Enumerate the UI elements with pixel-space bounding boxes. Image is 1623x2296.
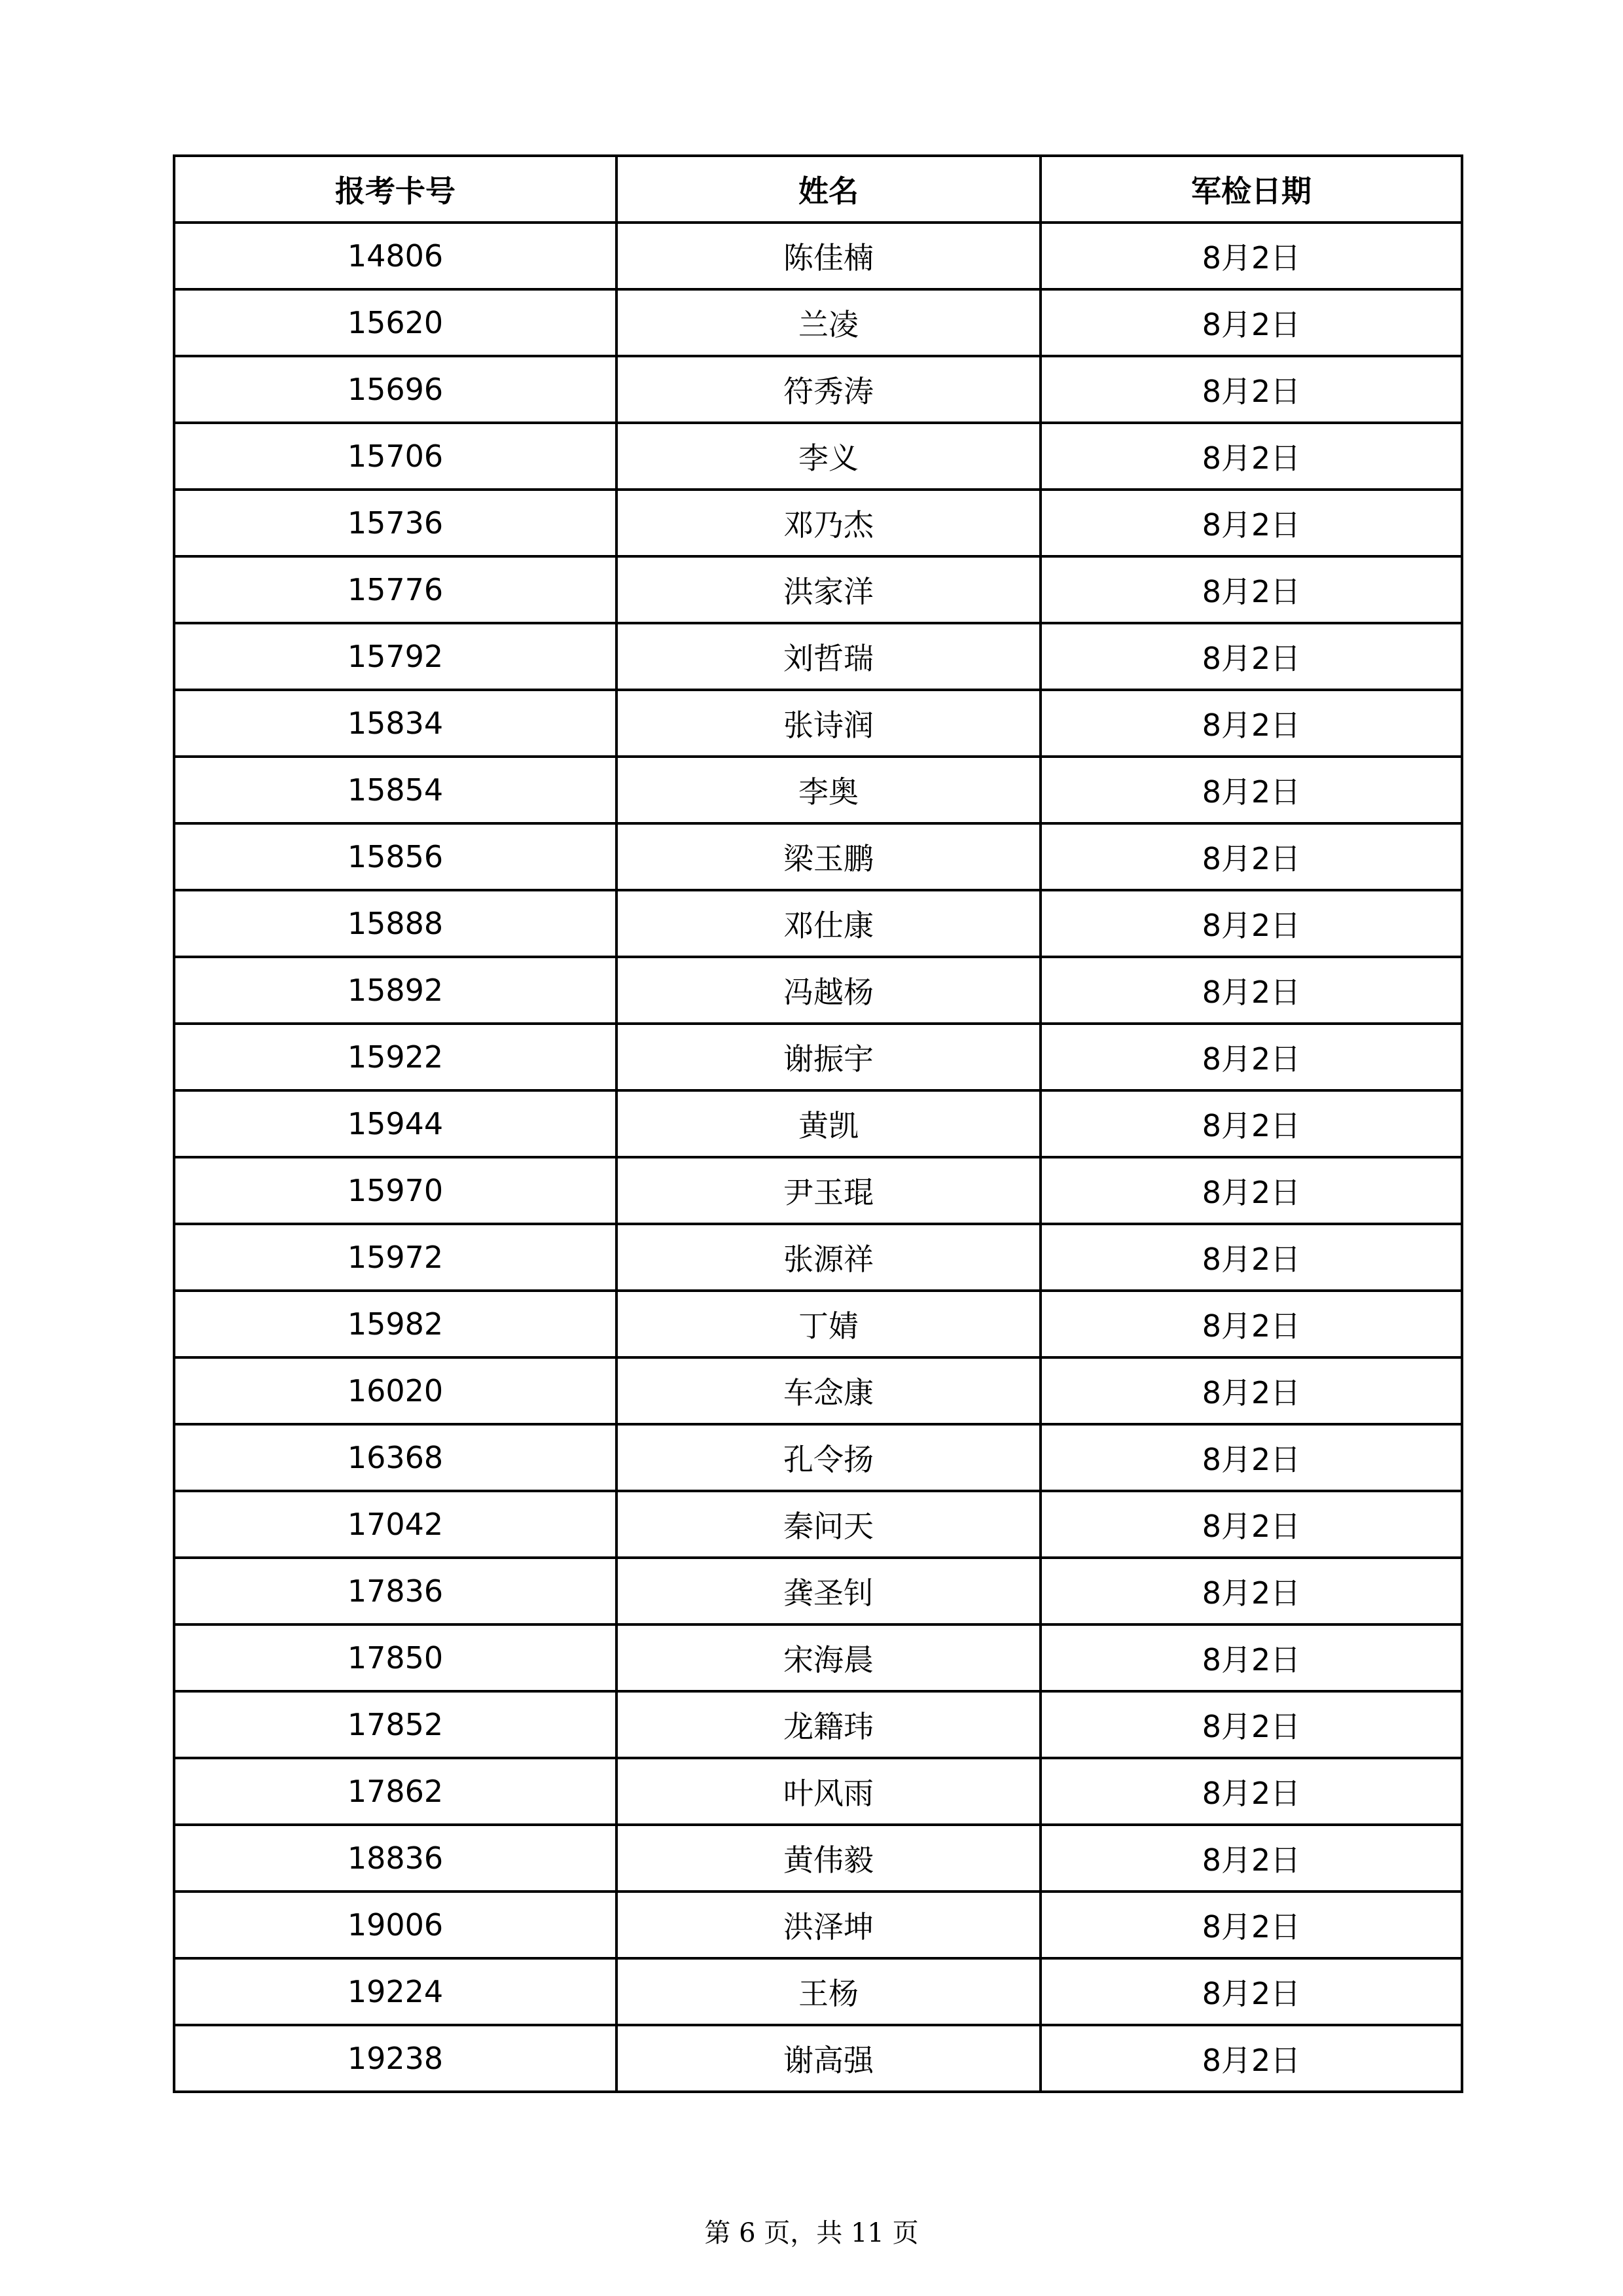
- cell-name: 刘哲瑞: [616, 623, 1041, 690]
- cell-card-number: 15620: [174, 289, 616, 356]
- table-row: [174, 490, 1462, 556]
- cell-name: 冯越杨: [616, 957, 1041, 1024]
- table-row: [174, 289, 1462, 356]
- table-row: [174, 1691, 1462, 1758]
- cell-name: 黄伟毅: [616, 1825, 1041, 1892]
- cell-exam-date: 8月2日: [1041, 957, 1462, 1024]
- cell-exam-date: 8月2日: [1041, 1892, 1462, 1958]
- table-row: [174, 1558, 1462, 1624]
- table-row: [174, 1157, 1462, 1224]
- cell-exam-date: 8月2日: [1041, 1825, 1462, 1892]
- table-row: [174, 1758, 1462, 1825]
- cell-name: 洪泽坤: [616, 1892, 1041, 1958]
- cell-name: 梁玉鹏: [616, 823, 1041, 890]
- cell-name: 张诗润: [616, 690, 1041, 757]
- cell-exam-date: 8月2日: [1041, 823, 1462, 890]
- cell-exam-date: 8月2日: [1041, 556, 1462, 623]
- military-exam-table: [173, 154, 1463, 2093]
- table-row: [174, 1224, 1462, 1291]
- cell-exam-date: 8月2日: [1041, 690, 1462, 757]
- cell-exam-date: 8月2日: [1041, 1558, 1462, 1624]
- cell-name: 龚圣钊: [616, 1558, 1041, 1624]
- cell-name: 兰凌: [616, 289, 1041, 356]
- cell-name: 龙籍玮: [616, 1691, 1041, 1758]
- cell-exam-date: 8月2日: [1041, 490, 1462, 556]
- cell-exam-date: 8月2日: [1041, 1624, 1462, 1691]
- cell-card-number: 19224: [174, 1958, 616, 2025]
- cell-name: 谢高强: [616, 2025, 1041, 2092]
- table-body: [174, 223, 1462, 2092]
- cell-exam-date: 8月2日: [1041, 1157, 1462, 1224]
- cell-exam-date: 8月2日: [1041, 1024, 1462, 1090]
- header-name: 姓名: [616, 156, 1041, 223]
- table-row: [174, 823, 1462, 890]
- cell-card-number: 15736: [174, 490, 616, 556]
- cell-exam-date: 8月2日: [1041, 356, 1462, 423]
- cell-card-number: 16020: [174, 1357, 616, 1424]
- cell-name: 孔令扬: [616, 1424, 1041, 1491]
- cell-name: 李义: [616, 423, 1041, 490]
- cell-card-number: 15970: [174, 1157, 616, 1224]
- table-row: [174, 2025, 1462, 2092]
- cell-exam-date: 8月2日: [1041, 423, 1462, 490]
- cell-card-number: 14806: [174, 223, 616, 289]
- cell-card-number: 15792: [174, 623, 616, 690]
- table-row: [174, 223, 1462, 289]
- cell-card-number: 15706: [174, 423, 616, 490]
- cell-name: 张源祥: [616, 1224, 1041, 1291]
- cell-exam-date: 8月2日: [1041, 1691, 1462, 1758]
- cell-name: 尹玉琨: [616, 1157, 1041, 1224]
- cell-exam-date: 8月2日: [1041, 1357, 1462, 1424]
- cell-exam-date: 8月2日: [1041, 1758, 1462, 1825]
- cell-name: 车念康: [616, 1357, 1041, 1424]
- table-row: [174, 623, 1462, 690]
- header-card-number: 报考卡号: [174, 156, 616, 223]
- table-row: [174, 890, 1462, 957]
- cell-name: 符秀涛: [616, 356, 1041, 423]
- cell-exam-date: 8月2日: [1041, 1958, 1462, 2025]
- cell-card-number: 15854: [174, 757, 616, 823]
- cell-card-number: 19006: [174, 1892, 616, 1958]
- cell-name: 邓仕康: [616, 890, 1041, 957]
- cell-name: 谢振宇: [616, 1024, 1041, 1090]
- cell-name: 丁婧: [616, 1291, 1041, 1357]
- table-row: [174, 1825, 1462, 1892]
- cell-card-number: 17850: [174, 1624, 616, 1691]
- cell-name: 李奥: [616, 757, 1041, 823]
- cell-card-number: 15834: [174, 690, 616, 757]
- cell-exam-date: 8月2日: [1041, 757, 1462, 823]
- cell-name: 王杨: [616, 1958, 1041, 2025]
- cell-name: 宋海晨: [616, 1624, 1041, 1691]
- table-row: [174, 1024, 1462, 1090]
- table-row: [174, 1892, 1462, 1958]
- cell-name: 秦问天: [616, 1491, 1041, 1558]
- cell-exam-date: 8月2日: [1041, 1291, 1462, 1357]
- cell-card-number: 17042: [174, 1491, 616, 1558]
- cell-card-number: 15776: [174, 556, 616, 623]
- cell-card-number: 15892: [174, 957, 616, 1024]
- cell-exam-date: 8月2日: [1041, 1491, 1462, 1558]
- cell-card-number: 15696: [174, 356, 616, 423]
- table-row: [174, 1291, 1462, 1357]
- page-footer: 第 6 页，共 11 页: [704, 2218, 919, 2248]
- cell-card-number: 15982: [174, 1291, 616, 1357]
- cell-card-number: 17852: [174, 1691, 616, 1758]
- table-row: [174, 556, 1462, 623]
- cell-exam-date: 8月2日: [1041, 1224, 1462, 1291]
- cell-card-number: 16368: [174, 1424, 616, 1491]
- cell-card-number: 17862: [174, 1758, 616, 1825]
- table-row: [174, 1090, 1462, 1157]
- table-row: [174, 690, 1462, 757]
- cell-card-number: 18836: [174, 1825, 616, 1892]
- cell-card-number: 15856: [174, 823, 616, 890]
- table-row: [174, 1424, 1462, 1491]
- cell-exam-date: 8月2日: [1041, 1424, 1462, 1491]
- cell-card-number: 15888: [174, 890, 616, 957]
- cell-name: 洪家洋: [616, 556, 1041, 623]
- cell-exam-date: 8月2日: [1041, 289, 1462, 356]
- cell-exam-date: 8月2日: [1041, 623, 1462, 690]
- table-row: [174, 957, 1462, 1024]
- table-row: [174, 1624, 1462, 1691]
- cell-card-number: 19238: [174, 2025, 616, 2092]
- cell-name: 黄凯: [616, 1090, 1041, 1157]
- cell-name: 邓乃杰: [616, 490, 1041, 556]
- cell-card-number: 15922: [174, 1024, 616, 1090]
- header-exam-date: 军检日期: [1041, 156, 1462, 223]
- table-row: [174, 423, 1462, 490]
- cell-card-number: 17836: [174, 1558, 616, 1624]
- cell-exam-date: 8月2日: [1041, 890, 1462, 957]
- cell-name: 陈佳楠: [616, 223, 1041, 289]
- cell-name: 叶风雨: [616, 1758, 1041, 1825]
- table-row: [174, 1357, 1462, 1424]
- table-row: [174, 1491, 1462, 1558]
- table-row: [174, 1958, 1462, 2025]
- cell-exam-date: 8月2日: [1041, 223, 1462, 289]
- cell-card-number: 15972: [174, 1224, 616, 1291]
- table-header-row: [174, 156, 1462, 223]
- cell-exam-date: 8月2日: [1041, 1090, 1462, 1157]
- table-row: [174, 356, 1462, 423]
- table-row: [174, 757, 1462, 823]
- cell-exam-date: 8月2日: [1041, 2025, 1462, 2092]
- cell-card-number: 15944: [174, 1090, 616, 1157]
